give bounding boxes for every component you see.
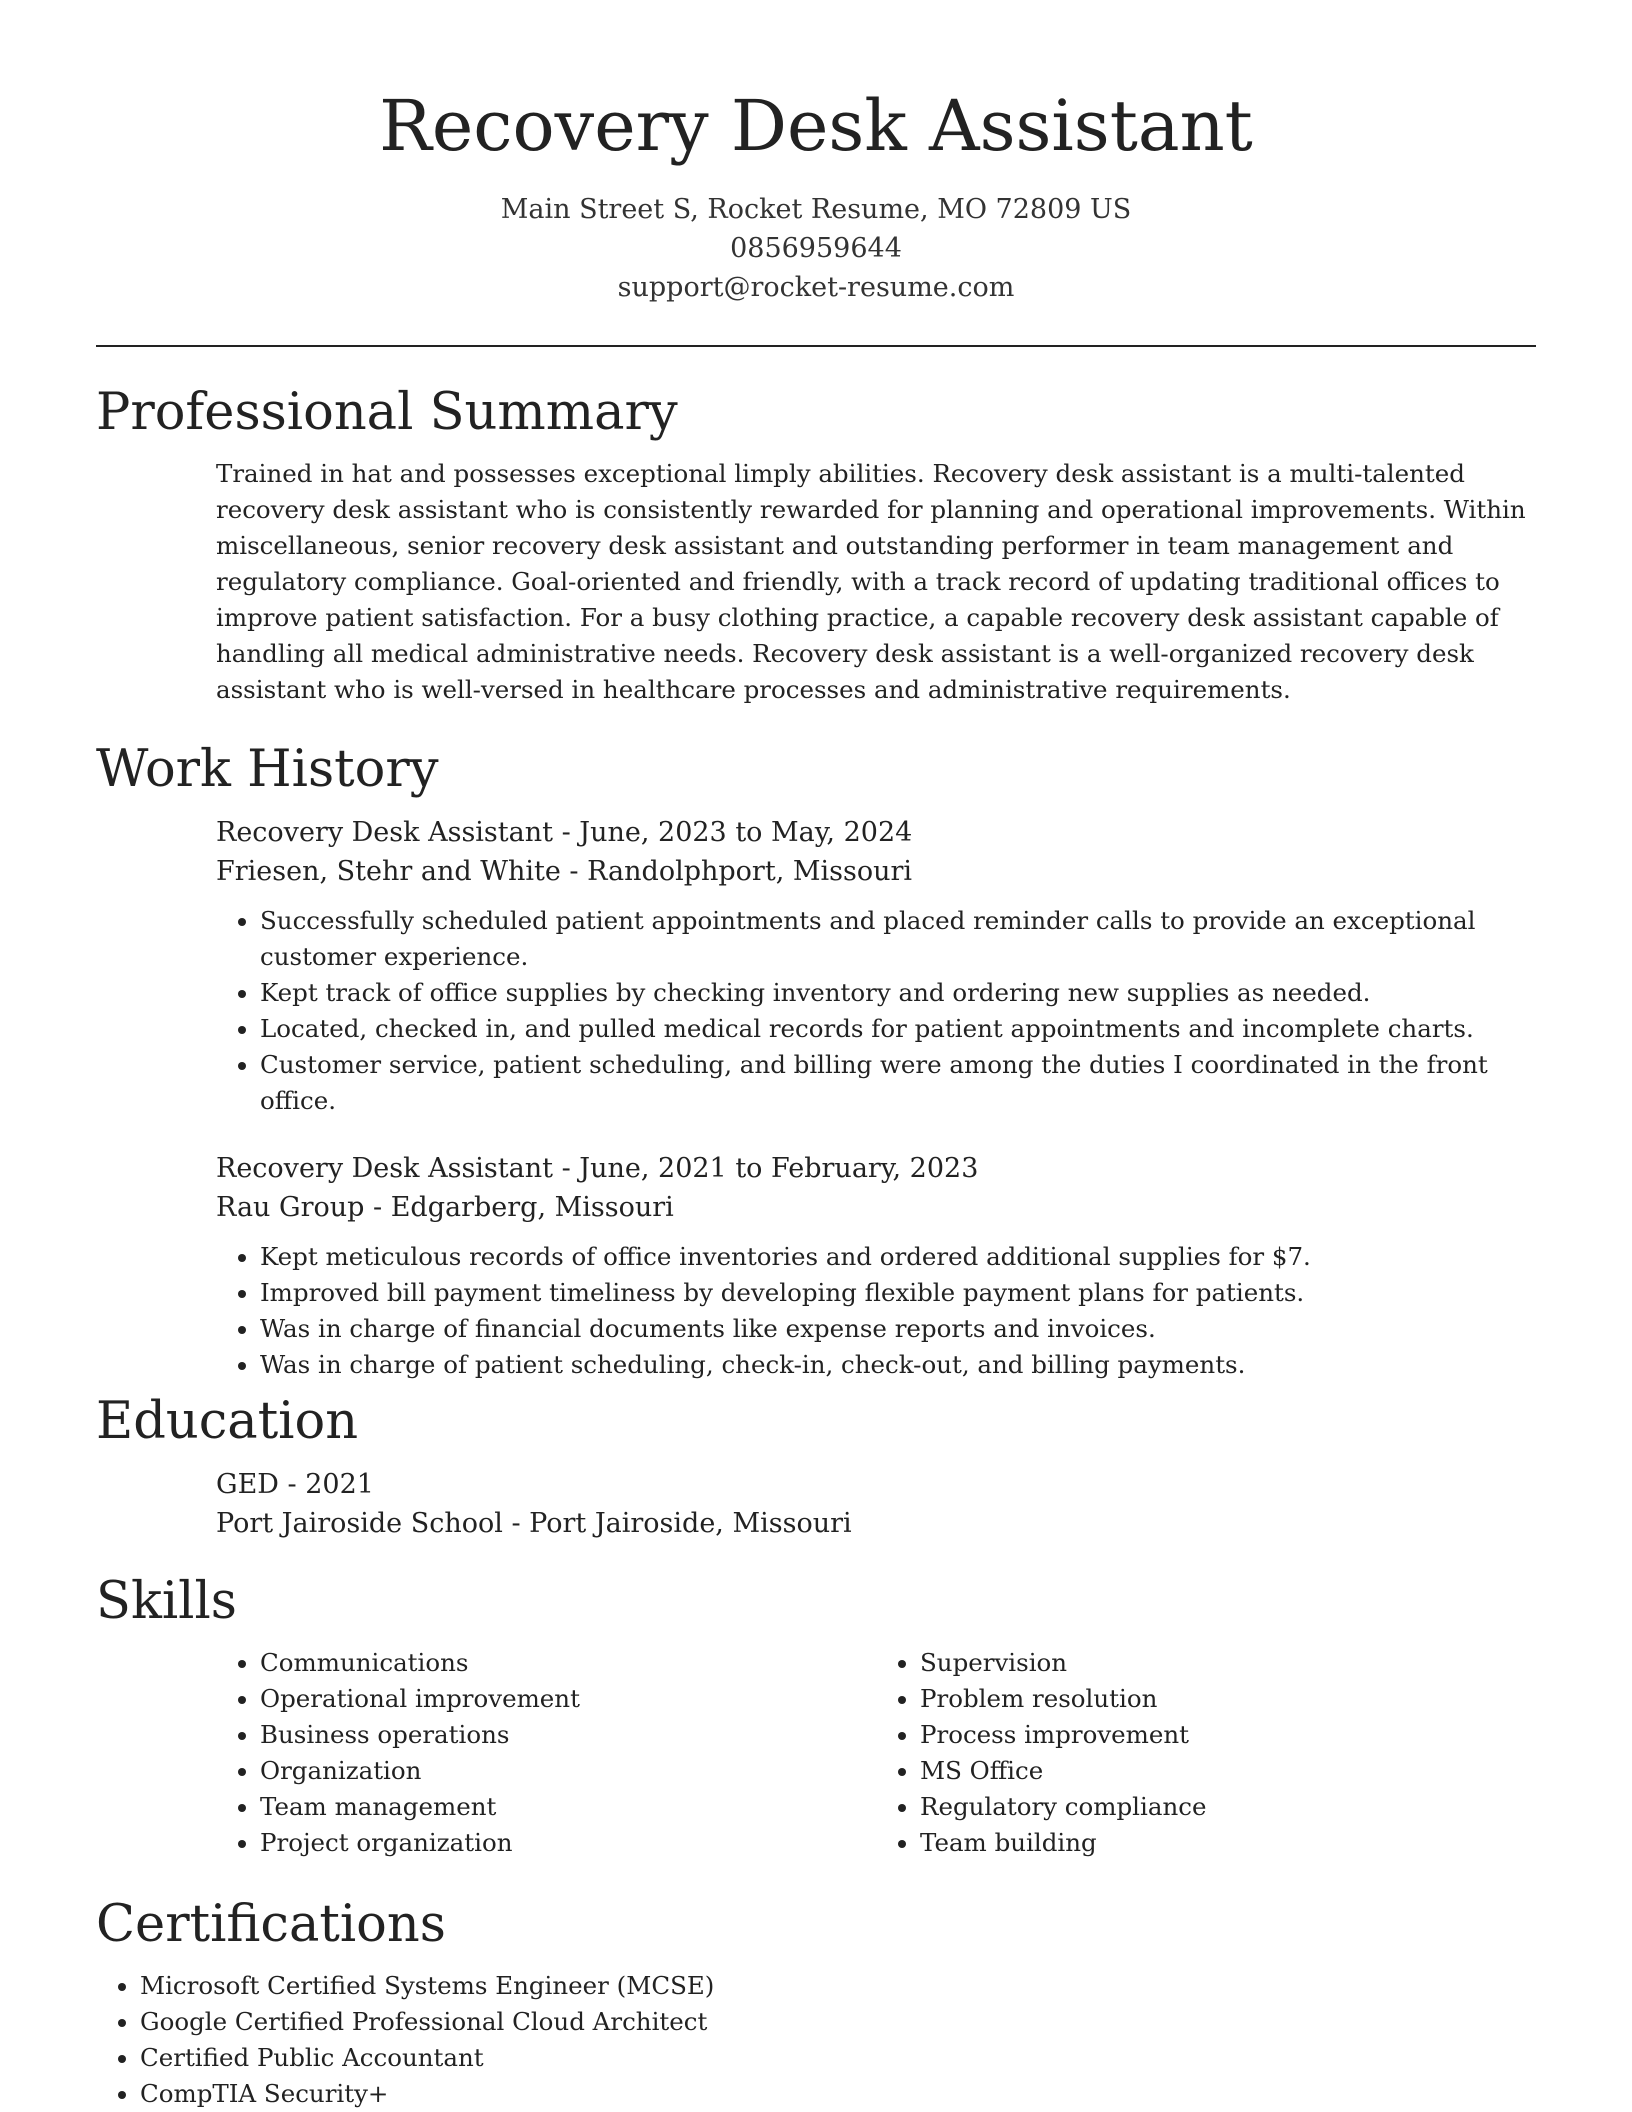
job-company-line [216,1188,1536,1227]
summary-title: Professional Summary [96,383,678,442]
skills-section [96,1571,1536,1861]
list-item: • CompTIA Security+ [140,2076,1536,2112]
job-location: Edgarberg, Missouri [390,1192,674,1223]
resume-page [96,0,1536,2108]
list-item: • Supervision [920,1645,1536,1681]
list-item: • Microsoft Certified Systems Engineer (MCSE) [140,1968,1536,2004]
list-item: • Operational improvement [260,1681,876,1717]
list-item: • Kept meticulous records of office inventories and ordered additional supplies for $7. [260,1239,1536,1275]
job-title-line [216,813,1536,852]
skills-column-right [876,1645,1536,1861]
list-item: • Project organization [260,1825,876,1861]
education-school-line [216,1504,1536,1543]
summary-section [96,382,1536,708]
separator: - [552,817,580,848]
list-item: • Problem resolution [920,1681,1536,1717]
list-item: • Successfully scheduled patient appointments and placed reminder calls to provide an exceptional customer experience. [260,903,1536,975]
contact-info [96,190,1536,307]
skills-column-left [216,1645,876,1861]
job-dates: June, 2023 to May, 2024 [579,817,913,848]
contact-phone: 0856959644 [730,233,902,264]
job-entry [216,1149,1536,1383]
list-item: • Regulatory compliance [920,1789,1536,1825]
summary-text: Trained in hat and possesses exceptional limply abilities. Recovery desk assistant is a multi-talented recovery desk assistant who is consistently rewarded for planning and operational improvements. Within miscellaneous, senior recovery desk assistant and outstanding performer in team management and regulatory compliance. Goal-oriented and friendly, with a track record of updating traditional offices to improve patient satisfaction. For a busy clothing practice, a capable recovery desk assistant capable of handling all medical administrative needs. Recovery desk assistant is a well-organized recovery desk assistant who is well-versed in healthcare processes and administrative requirements. [216,459,1526,704]
separator: - [560,856,588,887]
job-dates: June, 2021 to February, 2023 [579,1153,979,1184]
education-degree: GED [216,1469,279,1500]
education-section [96,1391,1536,1543]
contact-email: support@rocket-resume.com [617,272,1015,303]
list-item: • Customer service, patient scheduling, and billing were among the duties I coordinated in the front office. [260,1047,1536,1119]
contact-address: Main Street S, Rocket Resume, MO 72809 US [500,194,1132,225]
list-item: • Improved bill payment timeliness by developing flexible payment plans for patients. [260,1275,1536,1311]
education-title: Education [96,1392,359,1451]
list-item: • Team management [260,1789,876,1825]
job-bullets [216,1239,1536,1383]
list-item: • Communications [260,1645,876,1681]
list-item: • Google Certified Professional Cloud Architect [140,2004,1536,2040]
job-entry [216,813,1536,1119]
education-degree-line [216,1465,1536,1504]
job-location: Randolphport, Missouri [587,856,913,887]
education-location: Port Jairoside, Missouri [529,1508,852,1539]
separator: - [364,1192,391,1223]
candidate-name: Recovery Desk Assistant [379,85,1253,167]
job-company-line [216,852,1536,891]
job-company: Rau Group [216,1192,365,1223]
list-item: • Located, checked in, and pulled medical records for patient appointments and incomplete charts. [260,1011,1536,1047]
separator: - [552,1153,580,1184]
separator: - [502,1508,530,1539]
list-item: • Kept track of office supplies by checking inventory and ordering new supplies as needed. [260,975,1536,1011]
list-item: • Certified Public Accountant [140,2040,1536,2076]
header-divider [96,345,1536,347]
list-item: • MS Office [920,1753,1536,1789]
list-item: • Business operations [260,1717,876,1753]
job-bullets [216,903,1536,1119]
certifications-section [96,1894,1536,2112]
education-school: Port Jairoside School [216,1508,503,1539]
job-role: Recovery Desk Assistant [216,1153,553,1184]
job-role: Recovery Desk Assistant [216,817,553,848]
list-item: • Process improvement [920,1717,1536,1753]
resume-header [96,0,1536,347]
work-history-title: Work History [96,740,439,799]
list-item: • Team building [920,1825,1536,1861]
job-company: Friesen, Stehr and White [216,856,561,887]
list-item: • Was in charge of financial documents like expense reports and invoices. [260,1311,1536,1347]
list-item: • Was in charge of patient scheduling, check-in, check-out, and billing payments. [260,1347,1536,1383]
work-history-section [96,739,1536,1383]
education-year: 2021 [305,1469,374,1500]
separator: - [278,1469,306,1500]
job-title-line [216,1149,1536,1188]
certifications-list [96,1968,1536,2112]
list-item: • Organization [260,1753,876,1789]
skills-title: Skills [96,1572,237,1631]
certifications-title: Certifications [96,1895,446,1954]
skills-grid [216,1633,1536,1861]
